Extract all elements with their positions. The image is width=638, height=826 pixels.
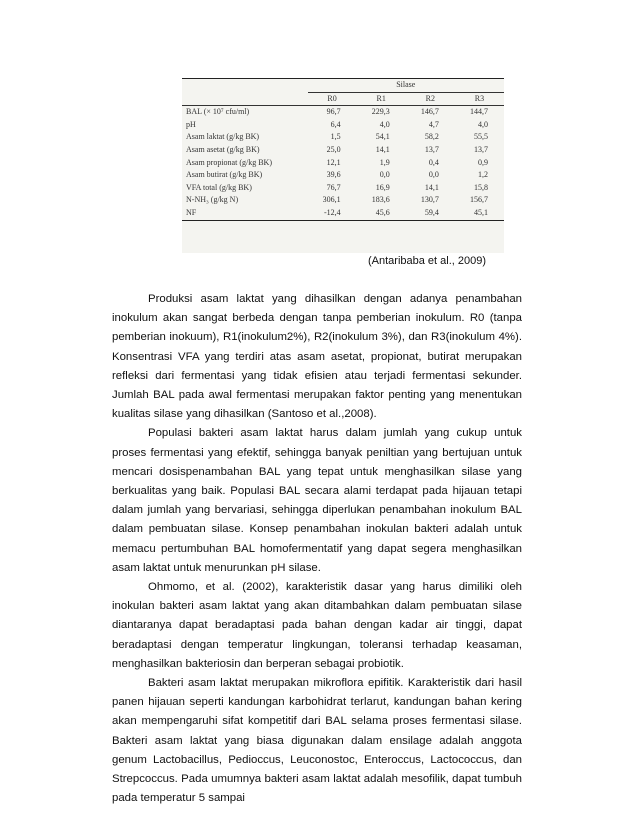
row-label: NF [182,207,308,220]
silage-table-image [182,78,504,253]
table-cell: 45,6 [357,207,406,220]
row-label: Asam butirat (g/kg BK) [186,170,263,180]
table-cell: 146,7 [420,107,439,117]
table-row [182,119,504,132]
row-label: pH [186,119,196,129]
body-text [112,290,522,808]
table-cell: 0,0 [379,170,390,180]
table-cell: 306,1 [322,195,341,205]
table-cell: 55,5 [474,132,488,142]
row-label: N-NH₃ (g/kg N) [186,195,239,205]
table-row [182,182,504,195]
table-group-header-row [182,79,504,93]
paragraph: Populasi bakteri asam laktat harus dalam jumlah yang cukup untuk proses fermentasi yang efektif, sehingga banyak peniltian yang bertujuan untuk mencari dosispenambahan BAL yang tepat untuk menghasilkan silase yang berkualitas yang baik. Populasi BAL secara alami terdapat pada hijauan tetapi dalam jumlah yang bervariasi, sehingga diperlukan penambahan inokulum BAL dalam pembuatan silase. Konsep penambahan inokulan bakteri adalah untuk memacu pertumbuhan BAL homofermentatif yang dapat segera menghasilkan asam laktat untuk menurunkan pH silase. [112,427,522,574]
table-row [182,144,504,157]
table-cell: 4,0 [478,119,488,129]
table-cell: 156,7 [470,195,488,205]
row-label: BAL (× 10⁷ cfu/ml) [186,107,250,117]
table-cell: 16,9 [375,182,390,192]
table-cell: 0,9 [478,157,488,167]
table-cell: 45,1 [455,207,504,220]
column-header: R1 [357,92,406,106]
paragraph: Ohmomo, et al. (2002), karakteristik dasar yang harus dimiliki oleh inokulan bakteri asam laktat yang akan ditambahkan dalam pembuatan silase diantaranya dapat beradaptasi pada bahan dengan kadar air tinggi, dapat beradaptasi dengan temperatur lingkungan, toleransi terhadap keasaman, menghasilkan bakteriosin dan berperan sebagai probiotik. [112,581,522,670]
table-cell: 1,9 [379,157,390,167]
table-cell: 14,1 [375,144,390,154]
table-cell: 14,1 [424,182,439,192]
row-label: VFA total (g/kg BK) [186,182,252,192]
row-label: Asam laktat (g/kg BK) [186,132,260,142]
table-cell: 0,4 [428,157,439,167]
table-cell: 13,7 [424,144,439,154]
table-cell: 4,7 [428,119,439,129]
table-row [182,106,504,119]
table-cell: 12,1 [326,157,341,167]
table-cell: 76,7 [326,182,341,192]
row-label: Asam propionat (g/kg BK) [186,157,272,167]
table-cell: 1,2 [478,170,488,180]
paragraph: Produksi asam laktat yang dihasilkan dengan adanya penambahan inokulum akan sangat berbeda dengan tanpa pemberian inokulum. R0 (tanpa pemberian inokuum), R1(inokulum2%), R2(inokulum 3%), dan R3(inokulum 4%). Konsentrasi VFA yang terdiri atas asam asetat, propionat, butirat merupakan refleksi dari fermentasi yang tidak efisien atau terjadi fermentasi sekunder. Jumlah BAL pada awal fermentasi merupakan faktor penting yang menentukan kualitas silase yang dihasilkan (Santoso et al.,2008). [112,293,522,421]
table-row [182,169,504,182]
silase-header: Silase [308,79,504,93]
table-row [182,194,504,207]
table-cell: 6,4 [330,119,341,129]
table-column-header-row [182,92,504,106]
table-cell: 0,0 [428,170,439,180]
table-cell: -12,4 [308,207,357,220]
table-row [182,131,504,144]
table-source-caption: (Antaribaba et al., 2009) [368,255,487,267]
silage-table [182,78,504,221]
table-cell: 54,1 [375,132,390,142]
row-label: Asam asetat (g/kg BK) [186,144,260,154]
table-cell: 1,5 [330,132,341,142]
table-cell: 58,2 [424,132,439,142]
table-row [182,207,504,220]
column-header: R0 [308,92,357,106]
paragraph: Bakteri asam laktat merupakan mikroflora epifitik. Karakteristik dari hasil panen hijauan seperti kandungan karbohidrat terlarut, kandungan bahan kering akan mempengaruhi sifat kompetitif dari BAL selama proses fermentasi silase. Bakteri asam laktat yang biasa digunakan dalam ensilage adalah anggota genum Lactobacillus, Pedioccus, Leuconostoc, Enteroccus, Lactococcus, dan Strepcoccus. Pada umumnya bakteri asam laktat adalah mesofilik, dapat tumbuh pada temperatur 5 sampai [112,677,522,805]
table-cell: 15,8 [474,182,488,192]
table-cell: 96,7 [326,107,341,117]
table-cell: 183,6 [371,195,390,205]
table-row [182,157,504,170]
table-cell: 39,6 [326,170,341,180]
table-cell: 144,7 [470,107,488,117]
table-cell: 229,3 [371,107,390,117]
table-cell: 13,7 [474,144,488,154]
table-cell: 130,7 [420,195,439,205]
table-cell: 25,0 [326,144,341,154]
table-cell: 4,0 [379,119,390,129]
column-header: R3 [455,92,504,106]
table-cell: 59,4 [406,207,455,220]
column-header: R2 [406,92,455,106]
